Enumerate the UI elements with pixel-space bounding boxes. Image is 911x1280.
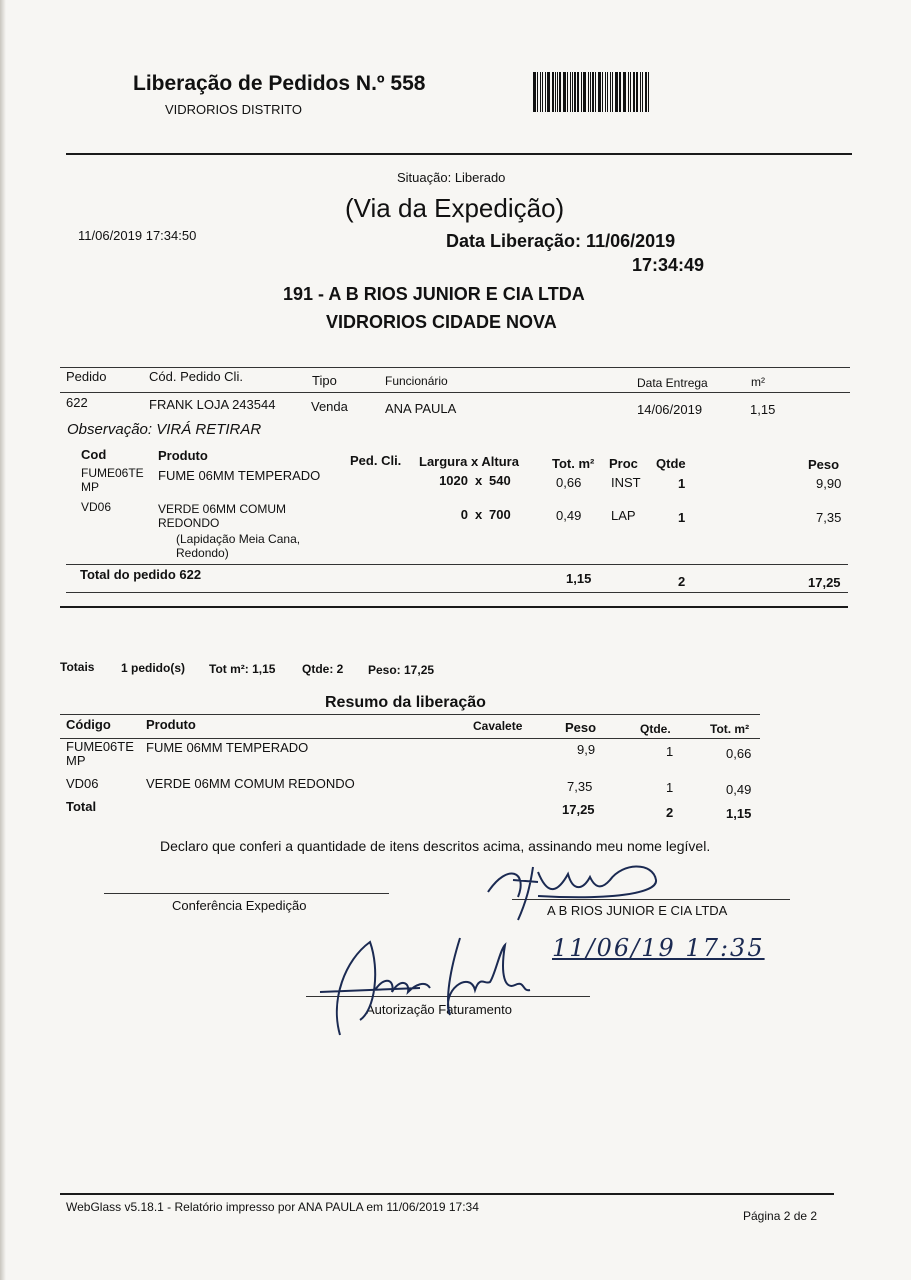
col-header-tipo: Tipo — [312, 373, 337, 388]
barcode-bar — [577, 72, 579, 112]
items-total-top-rule — [66, 564, 848, 565]
item-altura: 700 — [489, 507, 511, 522]
item-cod: FUME06TE MP — [81, 466, 144, 494]
item-qtde: 1 — [678, 510, 686, 525]
summary-row-peso: 7,35 — [567, 779, 593, 794]
summary-col-codigo: Código — [66, 717, 111, 732]
conferencia-signature-line — [104, 893, 389, 894]
totals-pedidos: 1 pedido(s) — [121, 661, 186, 675]
declaration-text: Declaro que conferi a quantidade de itens descritos acima, assinando meu nome legível. — [160, 838, 711, 854]
item-col-produto: Produto — [158, 448, 208, 463]
items-total-bottom-rule — [66, 592, 848, 593]
client-name: 191 - A B RIOS JUNIOR E CIA LTDA — [283, 284, 585, 304]
summary-total-peso: 17,25 — [562, 802, 595, 817]
footer-rule — [60, 1193, 834, 1195]
col-header-data-entrega: Data Entrega — [637, 376, 708, 390]
order-m2: 1,15 — [750, 402, 776, 417]
item-col-tot-m2: Tot. m² — [552, 456, 595, 471]
totals-tot-m2: Tot m²: 1,15 — [209, 662, 276, 676]
totals-label: Totais — [60, 660, 95, 674]
barcode-bar — [547, 72, 550, 112]
item-tot-m2: 0,49 — [556, 508, 582, 523]
item-tot-m2: 0,66 — [556, 475, 582, 490]
col-header-cod-pedido-cli: Cód. Pedido Cli. — [149, 369, 243, 384]
item-col-qtde: Qtde — [656, 456, 686, 471]
summary-col-produto: Produto — [146, 717, 196, 732]
barcode-bar — [588, 72, 589, 112]
printed-timestamp: 11/06/2019 17:34:50 — [78, 228, 197, 243]
barcode-bar — [598, 72, 601, 112]
order-observation: Observação: VIRÁ RETIRAR — [67, 421, 262, 438]
totals-peso: Peso: 17,25 — [368, 663, 435, 677]
barcode-bar — [545, 72, 546, 112]
barcode-bar — [590, 72, 591, 112]
item-peso: 7,35 — [816, 510, 842, 525]
footer-printed-by: WebGlass v5.18.1 - Relatório impresso por ANA PAULA em 11/06/2019 17:34 — [66, 1200, 479, 1214]
barcode-bar — [581, 72, 582, 112]
barcode-bar — [619, 72, 621, 112]
autorizacao-label: Autorização Faturamento — [366, 1002, 512, 1017]
summary-row-tot-m2: 0,66 — [726, 746, 752, 761]
order-funcionario: ANA PAULA — [385, 401, 457, 416]
barcode-bar — [633, 72, 635, 112]
report-title: Liberação de Pedidos N.º 558 — [133, 72, 426, 95]
release-date: Data Liberação: 11/06/2019 — [446, 231, 676, 251]
items-total-tot-m2: 1,15 — [566, 571, 592, 586]
conferencia-label: Conferência Expedição — [172, 898, 307, 913]
summary-total-label: Total — [66, 799, 97, 814]
items-total-qtde: 2 — [678, 574, 686, 589]
item-col-ped-cli: Ped. Cli. — [350, 453, 402, 468]
item-proc: LAP — [611, 508, 636, 523]
autorizacao-handwritten-signature — [300, 930, 540, 1045]
items-section-end-rule — [60, 606, 848, 608]
barcode-bar — [555, 72, 556, 112]
barcode-bar — [612, 72, 613, 112]
summary-row-produto: FUME 06MM TEMPERADO — [146, 740, 309, 755]
item-col-largura-altura: Largura x Altura — [419, 454, 519, 469]
barcode-bar — [533, 72, 536, 112]
item-col-peso: Peso — [808, 457, 840, 472]
item-largura: 0 — [460, 507, 468, 522]
barcode-bar — [602, 72, 603, 112]
barcode-bar — [563, 72, 566, 112]
item-cod: VD06 — [81, 500, 112, 514]
summary-col-qtde: Qtde. — [640, 722, 671, 736]
barcode-bar — [630, 72, 631, 112]
summary-header-rule — [60, 738, 760, 739]
barcode-bar — [595, 72, 596, 112]
summary-total-qtde: 2 — [666, 805, 674, 820]
barcode-bar — [540, 72, 542, 112]
footer-page-number: Página 2 de 2 — [743, 1209, 818, 1223]
barcode-bar — [552, 72, 554, 112]
item-altura: 540 — [489, 473, 511, 488]
summary-title: Resumo da liberação — [325, 694, 486, 711]
barcode-bar — [640, 72, 641, 112]
barcode-bar — [572, 72, 573, 112]
summary-row-peso: 9,9 — [577, 742, 596, 757]
barcode-bar — [537, 72, 538, 112]
summary-row-codigo: VD06 — [66, 776, 99, 791]
barcode-bar — [645, 72, 647, 112]
barcode-bar — [557, 72, 558, 112]
item-qtde: 1 — [678, 476, 686, 491]
items-total-peso: 17,25 — [808, 575, 841, 590]
barcode-bar — [615, 72, 618, 112]
barcode-bar — [592, 72, 594, 112]
barcode-bar — [623, 72, 624, 112]
col-header-pedido: Pedido — [66, 369, 107, 384]
col-header-m2: m² — [751, 375, 765, 389]
summary-col-peso: Peso — [565, 720, 597, 735]
barcode-bar — [570, 72, 571, 112]
order-pedido: 622 — [66, 395, 88, 410]
summary-row-qtde: 1 — [666, 780, 674, 795]
company-signature-label: A B RIOS JUNIOR E CIA LTDA — [547, 903, 728, 918]
barcode-bar — [583, 72, 586, 112]
barcode-bar — [567, 72, 568, 112]
handwritten-date: 11/06/19 17:35 — [552, 934, 765, 962]
summary-col-cavalete: Cavalete — [473, 719, 523, 733]
status-label: Situação: Liberado — [397, 170, 506, 185]
item-produto: VERDE 06MM COMUM REDONDO — [158, 502, 287, 530]
summary-total-tot-m2: 1,15 — [726, 806, 752, 821]
item-x-separator: x — [475, 507, 483, 522]
barcode-bar — [605, 72, 606, 112]
barcode — [533, 72, 651, 112]
item-largura: 1020 — [439, 473, 468, 488]
barcode-bar — [610, 72, 611, 112]
barcode-bar — [648, 72, 649, 112]
barcode-bar — [624, 72, 626, 112]
item-x-separator: x — [475, 473, 483, 488]
item-peso: 9,90 — [816, 476, 842, 491]
col-header-funcionario: Funcionário — [385, 374, 448, 388]
item-col-cod: Cod — [81, 447, 107, 462]
totals-qtde: Qtde: 2 — [302, 662, 344, 676]
item-proc: INST — [611, 475, 641, 490]
summary-row-produto: VERDE 06MM COMUM REDONDO — [146, 776, 355, 791]
item-produto: FUME 06MM TEMPERADO — [158, 468, 321, 483]
header-divider — [66, 153, 852, 155]
barcode-bar — [559, 72, 561, 112]
barcode-bar — [574, 72, 576, 112]
order-tipo: Venda — [311, 399, 348, 414]
order-data-entrega: 14/06/2019 — [637, 402, 703, 417]
item-detail: (Lapidação Meia Cana, Redondo) — [176, 532, 301, 560]
summary-row-codigo: FUME06TE MP — [66, 739, 134, 768]
summary-row-qtde: 1 — [666, 744, 674, 759]
company-name: VIDRORIOS DISTRITO — [165, 102, 302, 117]
client-store: VIDRORIOS CIDADE NOVA — [326, 312, 557, 332]
barcode-bar — [642, 72, 643, 112]
order-cod-pedido-cli: FRANK LOJA 243544 — [149, 397, 276, 412]
summary-top-rule — [60, 714, 760, 715]
barcode-bar — [607, 72, 609, 112]
barcode-bar — [628, 72, 629, 112]
order-table-top-rule — [60, 367, 850, 368]
via-label: (Via da Expedição) — [345, 193, 565, 223]
summary-row-tot-m2: 0,49 — [726, 782, 752, 797]
company-handwritten-signature — [478, 852, 668, 927]
barcode-bar — [636, 72, 639, 112]
summary-col-tot-m2: Tot. m² — [710, 722, 750, 736]
barcode-bar — [542, 72, 543, 112]
order-header-rule — [60, 392, 850, 393]
paper-edge-shadow — [0, 0, 6, 1280]
item-col-proc: Proc — [609, 456, 638, 471]
release-time: 17:34:49 — [632, 255, 705, 275]
items-total-label: Total do pedido 622 — [80, 567, 202, 582]
